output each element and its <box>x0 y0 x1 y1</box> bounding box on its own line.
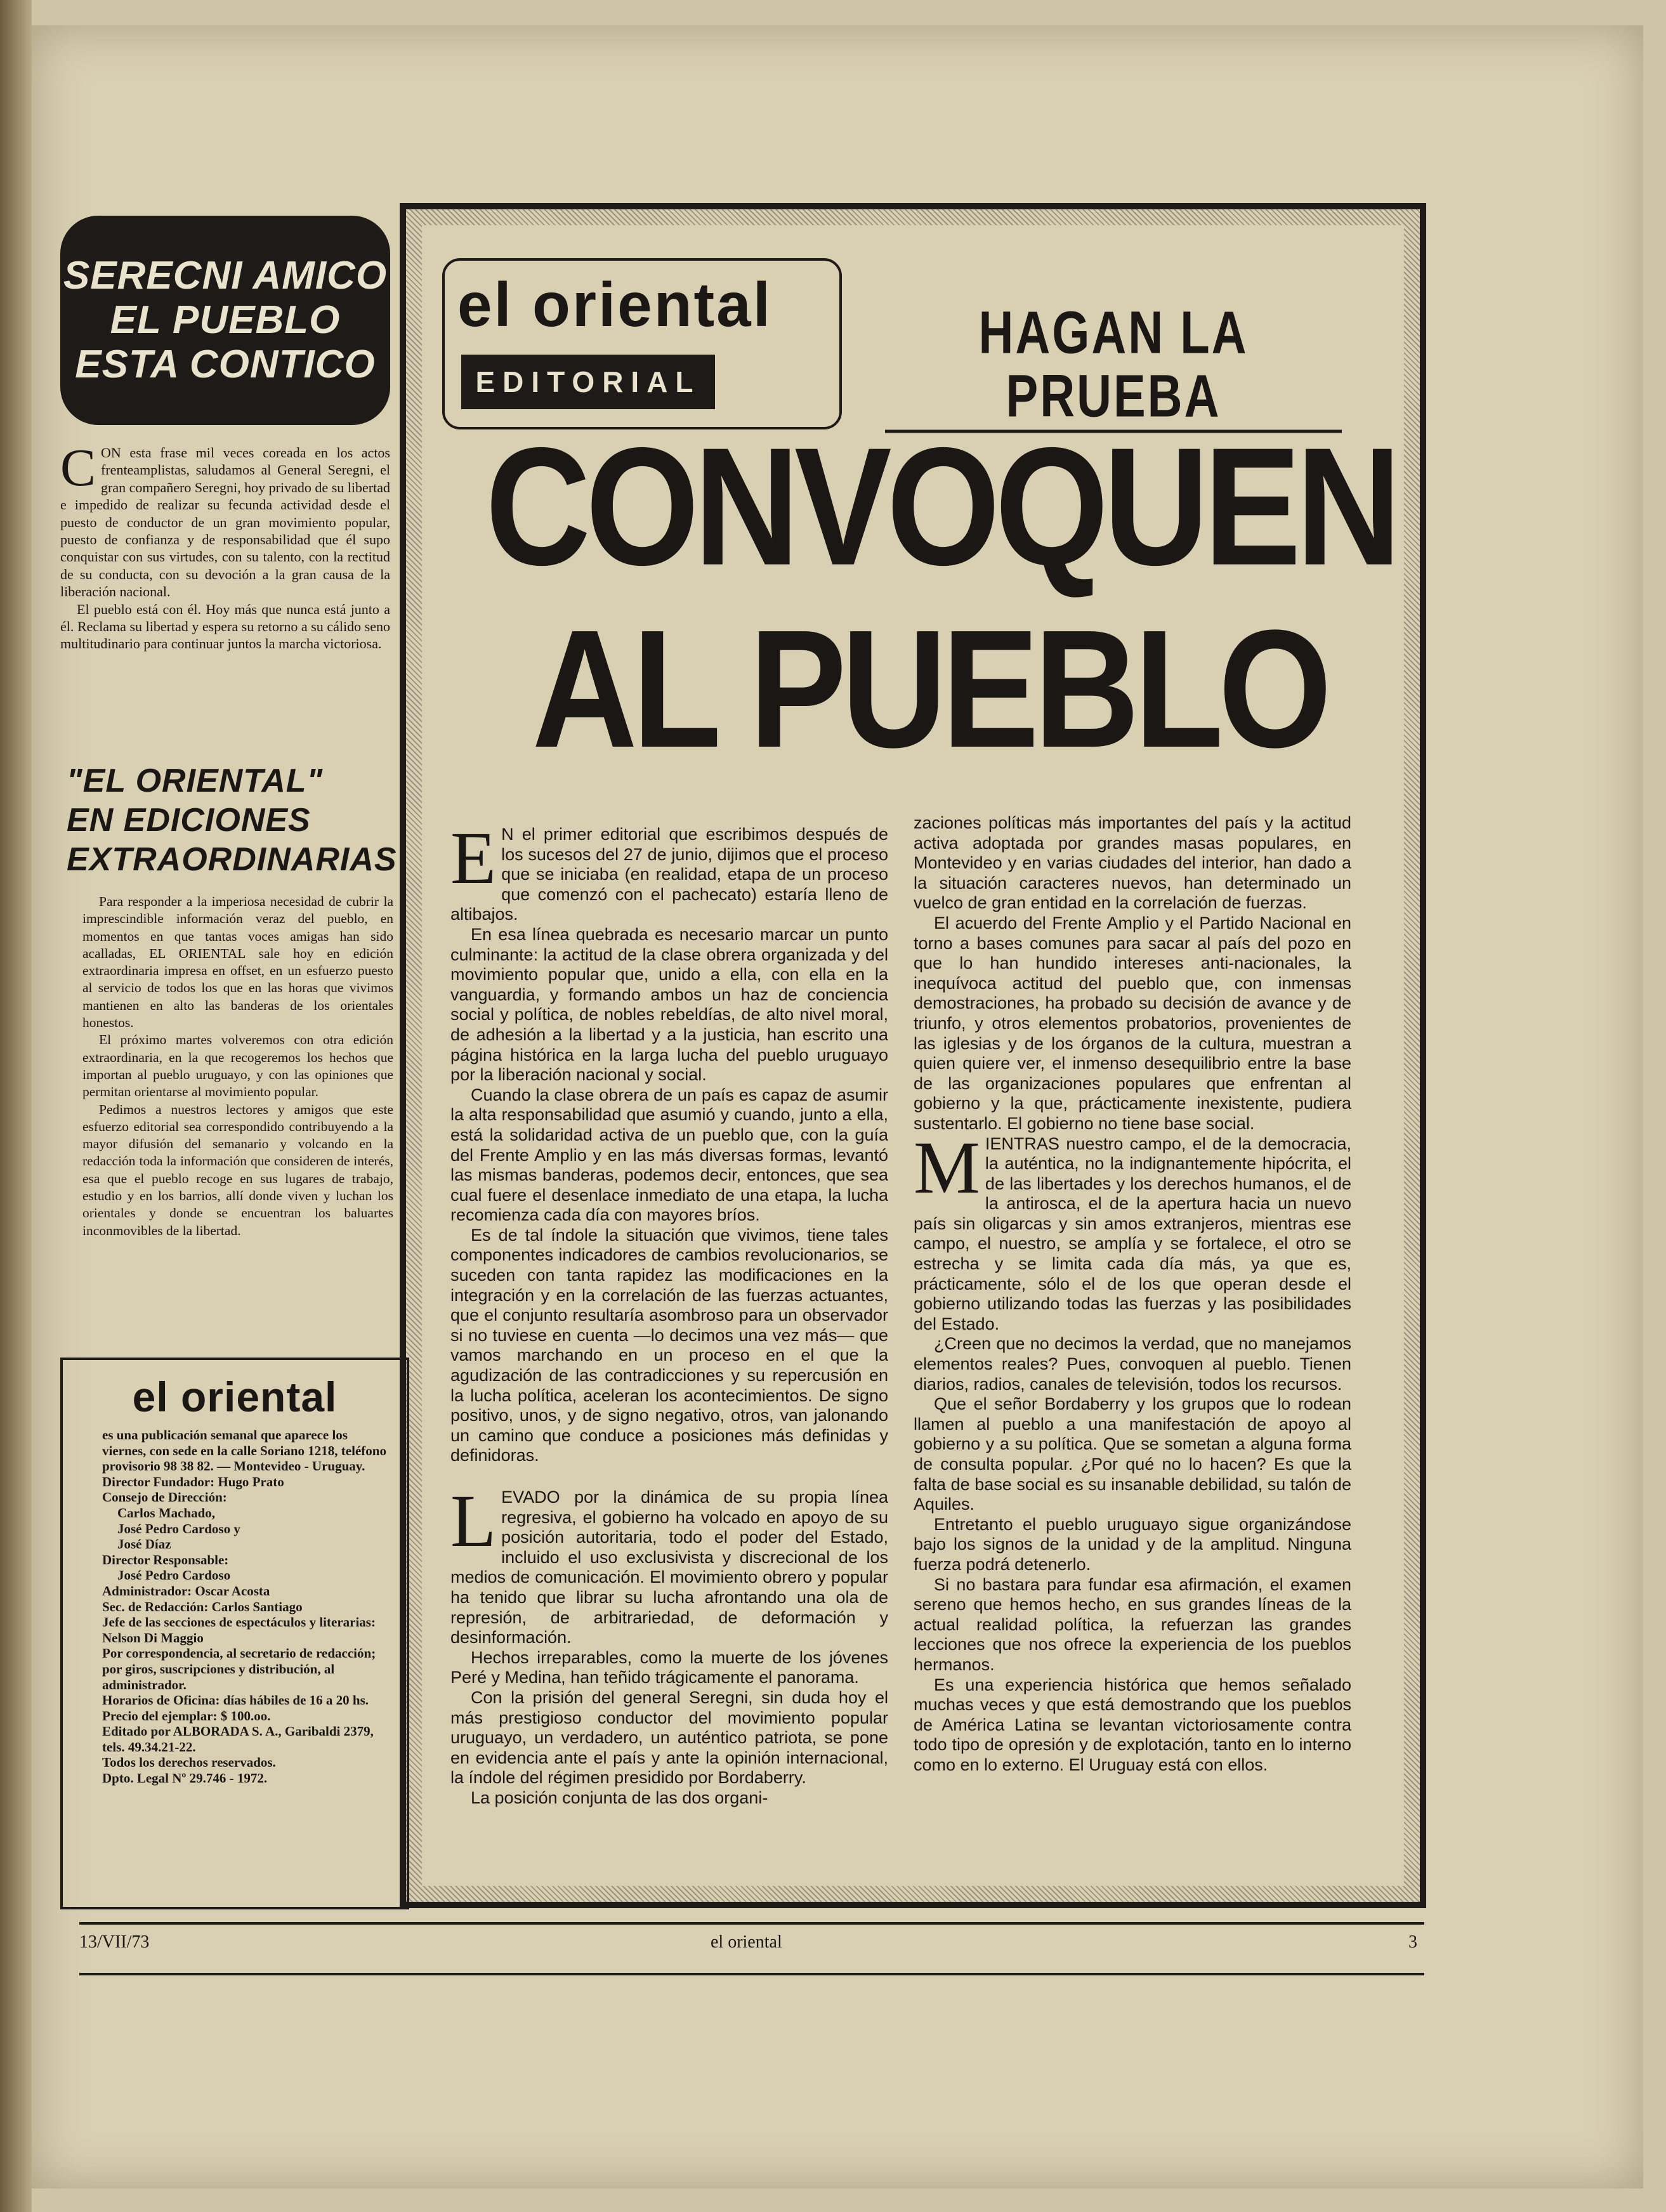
footer-rule-top <box>79 1922 1424 1925</box>
masthead-credits-box <box>60 1358 409 1909</box>
masthead-credits <box>63 1421 407 1786</box>
drop-cap: C <box>60 438 96 497</box>
masthead-line: Sec. de Redacción: Carlos Santiago <box>102 1599 303 1614</box>
masthead-line: Todos los derechos reservados. <box>102 1755 276 1770</box>
masthead-line: es una publicación semanal que aparece los viernes, con sede en la calle Soriano 1218, teléfono provisorio 98 38 82. — Montevideo - Uruguay. <box>102 1427 386 1474</box>
seregni-slogan-box <box>60 216 390 425</box>
editorial-column-1: E N el primer editorial que escribimos después de los sucesos del 27 de junio, dijimos que el proceso que se iniciaba (en realidad, etapa de un proceso que comenzó con el pachecato) estaría lleno de altibajos. En esa línea quebrada es necesario marcar un punto culminante: la actitud de la clase obrera organizada y del movimiento popular que, unido a ella, con ella en la vanguardia, y formando ambos un haz de conciencia social y política, de nobles rebeldías, de alto nivel moral, de adhesión a la libertad y a la justicia, han escrito una página histórica en la larga lucha del pueblo uruguayo por la liberación nacional y social. Cuando la clase obrera de un país es capaz de asumir la alta responsabilidad que asumió y cuando, junto a ella, está la solidaridad activa de un pueblo que, con la guía del Frente Amplio y en las más diversas formas, levantó las mismas banderas, podemos decir, entonces, que sea cual fuere el desenlace inmediato de una etapa, la lucha recomienza cada día con mayores bríos. Es de tal índole la situación que vivimos, tiene tales componentes indicadores de cambios revolucionarios, se suceden con tanta rapidez las modificaciones en la integración y en la correlación de las fuerzas actuantes, que el conjunto resultaría asombroso para un observador si no tuviese en cuenta —lo decimos una vez más— que vamos marchando en un proceso en el que la agudización de las contradicciones y su repercusión en la lucha política, aceleran los acontecimientos. De signo positivo, unos, y de signo negativo, otros, van jalonando un camino que conduce a posiciones más definidas y definidoras. LEVADO por la dinámica de su propia línea regresiva, el gobierno ha volcado en apoyo de su posición autoritaria, todo el poder del Estado, incluido el uso exclusivista y discrecional de los medios de comunicación. El movimiento obrero y popular ha tenido que librar su lucha afrontando una ola de represión, de arbitrariedad, de deformación y desinformación. Hechos irreparables, como la muerte de los jóvenes Peré y Medina, han teñido trágicamente el panorama. Con la prisión del general Seregni, sin duda hoy el más prestigioso conductor del movimiento popular uruguayo, un verdadero, un auténtico patriota, se pone en evidencia ante el país y ante la opinión internacional, la índole del régimen presidido por Bordaberry. La posición conjunta de las dos organi- <box>450 816 888 1807</box>
masthead-line: Administrador: Oscar Acosta <box>102 1583 270 1599</box>
masthead-line: Dpto. Legal Nº 29.746 - 1972. <box>102 1770 268 1786</box>
kicker-heading: HAGAN LA PRUEBA <box>885 301 1342 433</box>
footer-page-number: 3 <box>1408 1932 1417 1952</box>
ext-paragraph-2: El próximo martes volveremos con otra edición extraordinaria, en la que recogeremos los hechos que importan al pueblo uruguayo, y con las opiniones que permitan orientarse al movimiento popular. <box>82 1032 393 1100</box>
drop-cap: L <box>450 1479 497 1562</box>
masthead-line: Precio del ejemplar: $ 100.oo. <box>102 1708 271 1724</box>
ext-paragraph-1: Para responder a la imperiosa necesidad de cubrir la imprescindible información veraz del pueblo, en momentos en que tantas voces amigas han sido acalladas, EL ORIENTAL sale hoy en edición extraordinaria impresa en offset, en un esfuerzo puesto al servicio de todos los que en las horas que vivimos mantienen en alto las banderas de los orientales honestos. <box>82 894 393 1031</box>
drop-cap: E <box>450 816 497 900</box>
masthead-line: Director Fundador: Hugo Prato <box>102 1474 284 1489</box>
editorial-column-2: zaciones políticas más importantes del país y la actitud activa adoptada por grandes masas populares, en Montevideo y en varias ciudades del interior, han dado a la situación caracteres nuevos, han determinado un vuelco de gran entidad en la correlación de fuerzas. El acuerdo del Frente Amplio y el Partido Nacional en torno a bases comunes para sacar al país del pozo en que lo han hundido intereses anti-nacionales, la inequívoca actitud del pueblo que, con inmensas demostraciones, ha probado su decisión de avance y de triunfo, y otros elementos probatorios, provenientes de las iglesias y de los órganos de la cultura, muestran a quien quiere ver, el inmenso desequilibrio entre la base de las organizaciones populares que enfrentan al gobierno y la que, prácticamente inexistente, pudiera sustentarlo. El gobierno no tiene base social. MIENTRAS nuestro campo, el de la democracia, la auténtica, no la indignantemente hipócrita, el de las libertades y los derechos humanos, el de la antirosca, el de la apertura hacia un nuevo país sin oligarcas y sin amos extranjeros, mientras ese campo, el nuestro, se amplía y se fortalece, el otro se estrecha y se limita cada día más, ya que es, prácticamente, sólo el de los que operan desde el gobierno utilizando todas las fuerzas y las posibilidades del Estado. ¿Creen que no decimos la verdad, que no manejamos elementos reales? Pues, convoquen al pueblo. Tienen diarios, radios, canales de televisión, todos los recursos. Que el señor Bordaberry y los grupos que lo rodean llamen al pueblo a una manifestación de apoyo al gobierno y a su política. Que se sometan a alguna forma de consulta popular. ¿Por qué no lo hacen? Es que la falta de base social es su insanable debilidad, su talón de Aquiles. Entretanto el pueblo uruguayo sigue organizándose bajo los signos de la unidad y de la amplitud. Ninguna fuerza podrá detenerlo. Si no bastara para fundar esa afirmación, el examen sereno que hemos hecho, en sus grandes líneas de la actual realidad política, la refuerzan las grandes lecciones que nos ofrece la experiencia de los pueblos hermanos. Es una experiencia histórica que hemos señalado muchas veces y que está demostrando que los pueblos de América Latina se levantan victoriosamente contra todo tipo de opresión y de explotación, tanto en lo interno como en lo externo. El Uruguay está con ellos. <box>914 813 1351 1774</box>
masthead-line: Carlos Machado, <box>117 1505 215 1521</box>
editorial-label: EDITORIAL <box>461 355 715 409</box>
masthead-line: Director Responsable: <box>102 1552 229 1567</box>
seregni-intro-text <box>60 438 390 653</box>
intro-paragraph-1: ON esta frase mil veces coreada en los actos frenteamplistas, saludamos al General Seregni, el gran compañero Seregni, hoy privado de su libertad e impedido de realizar su fecunda actividad desde el puesto de conductor de un gran movimiento popular, puesto de confianza y de responsabilidad que él supo conquistar con sus virtudes, con su talento, con la rectitud de su conducta, con su devoción a la gran causa de la liberación nacional. <box>60 445 390 600</box>
footer-date: 13/VII/73 <box>79 1932 150 1952</box>
masthead-line: José Pedro Cardoso y <box>117 1521 240 1536</box>
masthead-line: Horarios de Oficina: días hábiles de 16 a 20 hs. <box>102 1692 369 1708</box>
page-spine-shadow <box>0 0 32 2212</box>
footer-publication-name: el oriental <box>711 1932 782 1952</box>
editorial-frame <box>400 203 1426 1908</box>
ext-paragraph-3: Pedimos a nuestros lectores y amigos que este esfuerzo editorial sea correspondido contribuyendo a la mayor difusión del semanario y volcando en la redacción toda la información que consideren de interés, esa que el pueblo recoge en sus lugares de trabajo, estudio y en los barrios, allí donde viven y luchan los orientales y donde se encuentran los baluartes inconmovibles de la libertad. <box>82 1101 393 1238</box>
main-headline <box>485 412 1396 783</box>
drop-cap: M <box>914 1125 980 1209</box>
masthead-title: el oriental <box>132 1373 338 1420</box>
masthead-line: Editado por ALBORADA S. A., Garibaldi 2379, tels. 49.34.21-22. <box>102 1724 374 1755</box>
headline-line-2: AL PUEBLO <box>532 594 1327 783</box>
editorial-logo: el oriental <box>457 270 772 339</box>
slogan-line-3: ESTA CONTICO <box>75 343 376 386</box>
footer-rule-bottom <box>79 1973 1424 1975</box>
extraordinary-editions-text <box>82 893 393 1240</box>
masthead-line: Por correspondencia, al secretario de redacción; por giros, suscripciones y distribución, al administrador. <box>102 1646 376 1692</box>
masthead-line: Consejo de Dirección: <box>102 1489 227 1505</box>
masthead-line: José Díaz <box>117 1536 171 1552</box>
slogan-line-1: SERECNI AMICO <box>63 254 388 298</box>
slogan-line-2: EL PUEBLO <box>110 298 341 342</box>
masthead-line: José Pedro Cardoso <box>117 1567 231 1583</box>
intro-paragraph-2: El pueblo está con él. Hoy más que nunca está junto a él. Reclama su libertad y espera su retorno a su cálido seno multitudinario para continuar juntos la marcha victoriosa. <box>60 601 390 652</box>
masthead-line: Jefe de las secciones de espectáculos y literarias: Nelson Di Maggio <box>102 1614 376 1646</box>
extraordinary-editions-heading: "EL ORIENTAL" EN EDICIONES EXTRAORDINARIAS <box>67 762 397 878</box>
headline-line-1: CONVOQUEN <box>485 412 1396 600</box>
editorial-logo-box <box>442 258 842 429</box>
